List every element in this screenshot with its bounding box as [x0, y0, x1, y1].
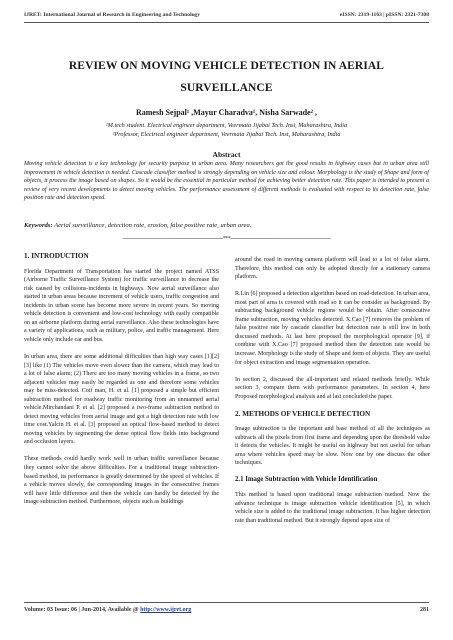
footer-volume-info — [24, 607, 191, 613]
page-number: 281 — [420, 607, 429, 613]
abstract-text: Moving vehicle detection is a key technology for security purpose in urban area. Many researchers got the good results in highway cases but in urban area still improvement in vehicle detection is needed. Cascade classifier method is strongly depending on vehicle size and colour. Morphology is the study of Shape and form of objects, it process the image based on shapes. So it would be the essential in particular method for achieving better detection rate. This paper is intended to present a review of very recent developments to detect moving vehicles. The performance assessment of different methods is evaluated with respect to its detection rate, false position rate and detection speed. — [24, 161, 429, 202]
methods-heading: 2. METHODS OF VEHICLE DETECTION — [235, 409, 371, 418]
subsection-paragraph: This method is based upon traditional image subtraction method. Now the advance technique is image subtraction vehicle identification [5], in which vehicle size is added to the traditional image subtraction. It has higher detection rate than traditional method. But it strongly depend upon size of — [235, 492, 430, 524]
affiliation-2: ²Professor, Electrical engineer department, Veermata Jijabai Tech. Inst, Maharashtra, India — [112, 131, 341, 138]
intro-paragraph-1: Florida Department of Transportation has started the project named ATSS (Airborne Traffic Surveillance System) for traffic surveillance to decrease the risk caused by collisions-incidents in highways. Now aerial surveillance also started in urban areas because increment of vehicle users, traffic congestion and incidents in urban scene has become more severe in recent years. So moving vehicle detection is convenient and low-cost technology with easily compatible on an airborne platform during aerial surveillance. Also these technologies have a variety of applications, such as military, police, and traffic management. Here vehicle only include car and bus. — [24, 268, 219, 343]
right-column — [235, 256, 430, 534]
author-list: Ramesh Sejpal¹ ,Mayur Charadva¹, Nisha Sarwade² , — [135, 108, 318, 117]
keywords-line — [24, 222, 429, 229]
intro-paragraph-3: These methods could hardly work well in urban traffic surveillance because they cannot solve the above difficulties. For a traditional image subtraction-based method, its performance is greatly determined by the speed of vehicles. If a vehicle moves slowly, the corresponding images in the consecutive frames will have little difference and then the vehicle can hardly be detected by the image subtraction method. Furthermore, objects such as buildings — [24, 456, 219, 506]
introduction-heading: 1. INTRODUCTION — [24, 252, 89, 260]
running-header — [24, 12, 429, 18]
left-column — [24, 252, 219, 515]
footer-divider — [24, 602, 429, 603]
keywords-text: Aerial surveillance, detection rate, erosion, false positive rate, urban area. — [52, 222, 252, 229]
issn-info: eISSN: 2319-1163 | pISSN: 2321-7308 — [339, 12, 429, 18]
right-paragraph-2: R.Lin [6] proposed a detection algorithm based on road-detection. In urban area, most part of area is covered with road so it can be consider as background. By subtracting background vehicle regions would be obtain. After consecutive frame subtraction, moving vehicles detected. X.Cao [7] removes the problem of false positive rate by cascade classifier but detection rate is still low in both discussed methods. At last here proposed the morphological operator [9], if combine with X.Cao [7] proposed method then the detection rate would be increase. Morphology is the study of Shape and form of objects. They are useful for object extraction and image segmentation operation. — [235, 291, 430, 366]
abstract-heading: Abstract — [212, 150, 241, 159]
header-divider — [24, 22, 429, 23]
right-paragraph-3: In section 2, discussed the all-important and related methods briefly. While section 3, compare them with performance parameters. In section 4, here Proposed morphological analysis and at last concluded the paper. — [235, 376, 430, 400]
right-paragraph-1: around the road in moving camera platform will lead to a lot of false alarm. Therefore, this method can only be adopted directly for a stationary camera platform. — [235, 257, 430, 281]
affiliation-1: ¹M.tech student. Electrical engineer department, Veermata Jijabai Tech. Inst, Maharashtra, India — [105, 122, 348, 129]
journal-website-link[interactable]: http://www.ijret.org — [140, 607, 192, 613]
section-separator: -------------------------------------------------------------------***------------------------------------------------------------------- — [122, 236, 331, 242]
keywords-label: Keywords: — [24, 222, 53, 229]
intro-paragraph-2: In urban area, there are some additional difficulties than high way cases [1][2][3] like (1) The vehicles move even slower than the camera, which may lead to a lot of false alarm; (2) There are too many moving vehicles in a frame, so two adjacent vehicles may easily be regarded as one and therefore some vehicles may be miss-detected. Coif man, H. et al. [1] proposed a simple but efficient subtraction method for roadway traffic monitoring from an unmanned aerial vehicle.Mirchandani P. et al. [2] proposed a two-frame subtraction method to detect moving vehicles from aerial image and got a high detection rate with low time cost.Yalcin H. et al. [3] proposed an optical flow-based method to detect moving vehicles by segmenting the dense optical flow fields into background and occlusion layers. — [24, 353, 219, 446]
paper-title: REVIEW ON MOVING VEHICLE DETECTION IN AERIAL SURVEILLANCE — [68, 60, 385, 94]
footer-volume-text: Volume: 03 Issue: 06 | Jun-2014, Available @ — [24, 607, 141, 613]
journal-name: IJRET: International Journal of Research in Engineering and Technology — [24, 12, 201, 18]
subsection-heading: 2.1 Image Subtraction with Vehicle Identification — [235, 476, 378, 484]
page-footer — [24, 607, 429, 613]
affiliations — [24, 121, 429, 139]
methods-paragraph: Image subtraction is the important and base method of all the techniques as subtracts all the pixels from first frame and depending upon the threshold value it detects the vehicles. It might be useful on highway but not useful for urban area where vehicles speed may be slow. Now one by one discuss the other techniques. — [235, 426, 430, 467]
